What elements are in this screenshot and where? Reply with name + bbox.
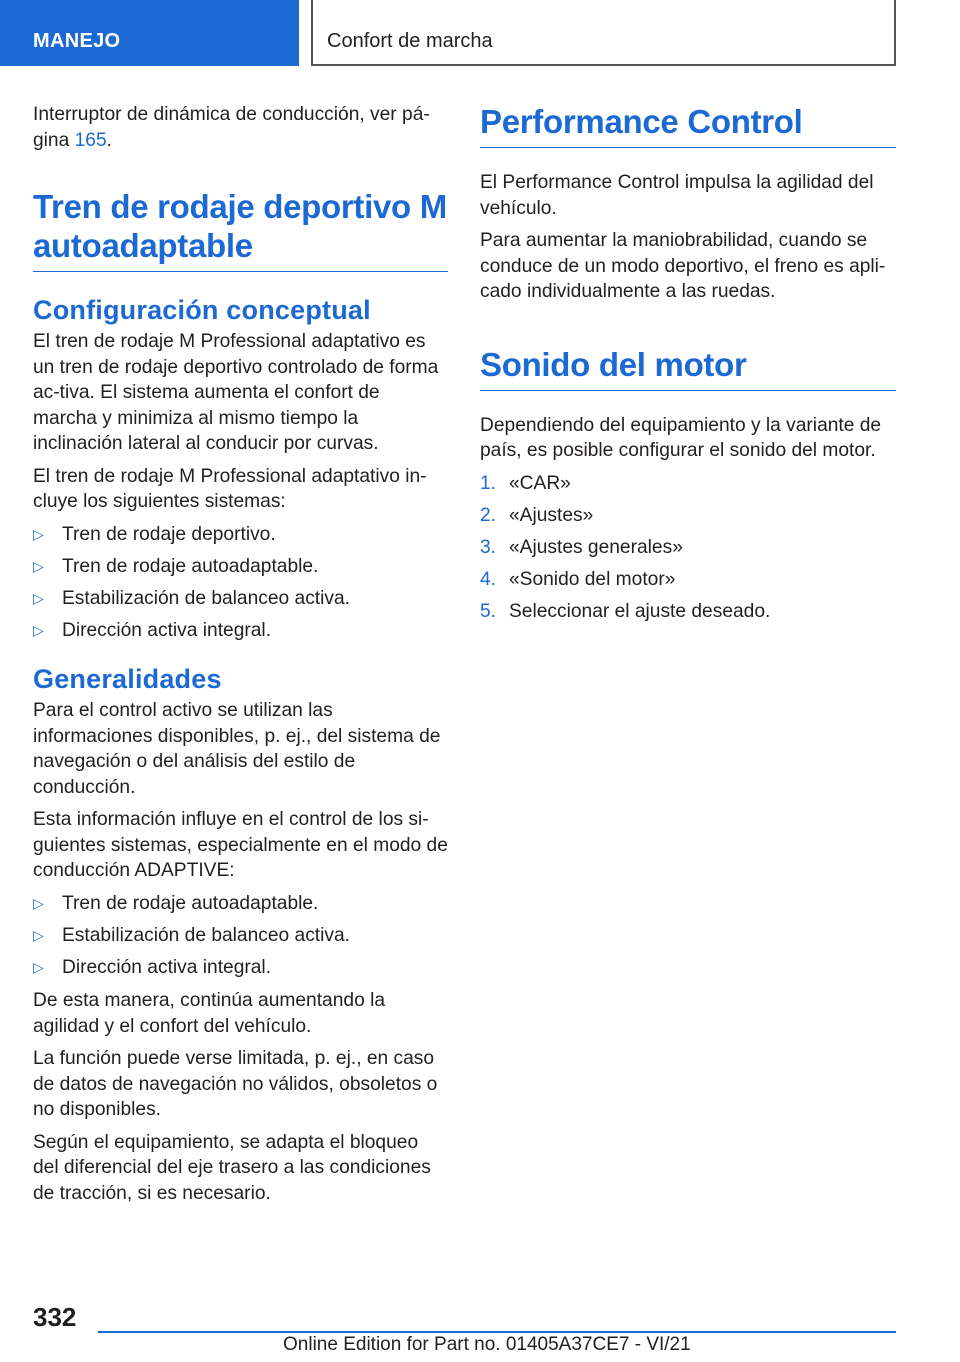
intro-paragraph: Interruptor de dinámica de conducción, ver pá-gina 165. [33,104,430,151]
general-paragraph-5: Según el equipamiento, se adapta el bloqueo del diferencial del eje trasero a las condiciones de tracción, si es necesario. [33,1131,431,1204]
list-item: 3. «Ajustes generales» [480,536,683,558]
triangle-bullet-icon: ▷ [33,589,44,606]
chapter-title: Confort de marcha [311,0,896,66]
subheading-general: Generalidades [33,664,222,694]
triangle-bullet-icon: ▷ [33,557,44,574]
performance-paragraph-1: El Performance Control impulsa la agilidad del vehículo. [480,172,874,219]
list-item: 5. Seleccionar el ajuste deseado. [480,600,771,622]
list-item: ▷ Tren de rodaje deportivo. [33,522,448,548]
page-link[interactable]: 165 [74,129,107,151]
sound-steps-list [480,471,896,625]
general-paragraph-2: Esta información influye en el control de los si-guientes sistemas, especialmente en el modo de conducción ADAPTIVE: [33,809,448,881]
triangle-bullet-icon: ▷ [33,926,44,943]
sound-paragraph-1: Dependiendo del equipamiento y la variante de país, es posible configurar el sonido del motor. [480,414,882,461]
list-item: ▷ Dirección activa integral. [33,618,448,644]
triangle-bullet-icon: ▷ [33,621,44,638]
list-item: ▷ Tren de rodaje autoadaptable. [33,554,448,580]
general-paragraph-3: De esta manera, continúa aumentando la agilidad y el confort del vehículo. [33,990,385,1037]
section-heading-engine-sound: Sonido del motor [480,345,896,391]
page-number: 332 [33,1302,77,1332]
triangle-bullet-icon: ▷ [33,958,44,975]
performance-paragraph-2: Para aumentar la maniobrabilidad, cuando se conduce de un modo deportivo, el freno es apli-cado individualmente a las ruedas. [480,230,886,302]
list-item: ▷ Dirección activa integral. [33,955,448,981]
concept-paragraph-1: El tren de rodaje M Professional adaptativo es un tren de rodaje deportivo controlado de forma ac-tiva. El sistema aumenta el confort de marcha y minimiza al mismo tiempo la inclinación lateral al conducir por curvas. [33,331,439,454]
right-column [480,102,896,631]
concept-systems-list [33,522,448,644]
general-paragraph-4: La función puede verse limitada, p. ej., en caso de datos de navegación no válidos, obsoletos o no disponibles. [33,1048,438,1120]
section-heading-m-chassis: Tren de rodaje deportivo M autoadaptable [33,187,448,272]
list-item: ▷ Estabilización de balanceo activa. [33,586,448,612]
list-item: 2. «Ajustes» [480,504,594,526]
section-tab: MANEJO [0,0,299,66]
section-heading-performance: Performance Control [480,102,896,148]
concept-paragraph-2: El tren de rodaje M Professional adaptativo in-cluye los siguientes sistemas: [33,465,427,512]
subheading-concept: Configuración conceptual [33,295,371,325]
footer-divider [98,1331,896,1333]
general-paragraph-1: Para el control activo se utilizan las informaciones disponibles, p. ej., del sistema de navegación o del análisis del estilo de conducción. [33,700,441,798]
triangle-bullet-icon: ▷ [33,894,44,911]
list-item: 4. «Sonido del motor» [480,568,676,590]
footer-edition: Online Edition for Part no. 01405A37CE7 - VI/21 [283,1334,691,1355]
triangle-bullet-icon: ▷ [33,525,44,542]
left-column [33,102,448,1213]
general-systems-list [33,891,448,981]
list-item: ▷ Estabilización de balanceo activa. [33,923,448,949]
list-item: 1. «CAR» [480,472,571,494]
list-item: ▷ Tren de rodaje autoadaptable. [33,891,448,917]
